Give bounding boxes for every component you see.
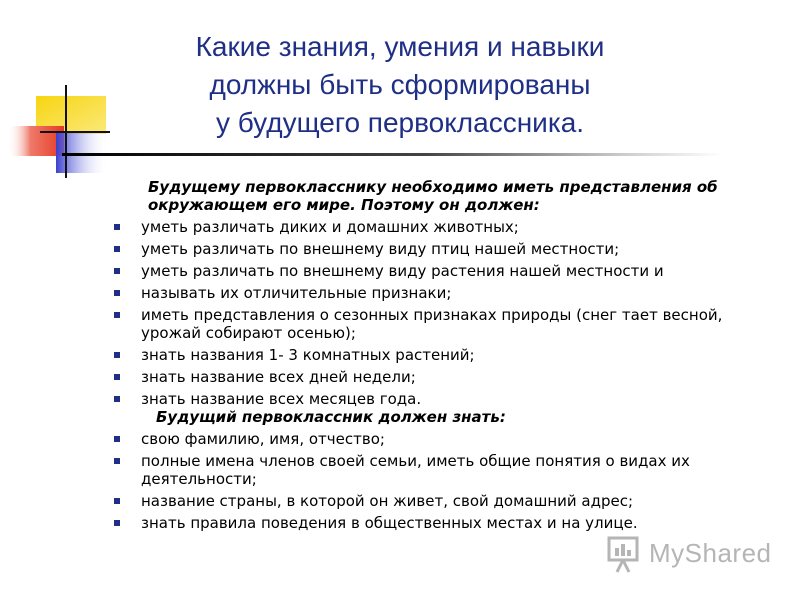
list-item [108,492,748,510]
bullet-list [108,218,748,408]
bullet-icon [114,520,120,526]
bullet-list [108,430,748,532]
list-item-text: уметь различать по внешнему виду птиц нашей местности; [141,240,620,258]
list-item [108,368,748,386]
list-item-text: знать название всех дней недели; [141,368,416,386]
bullet-icon [114,224,120,230]
list-item [108,514,748,532]
list-item [108,284,748,302]
bullet-icon [114,396,120,402]
section-heading: Будущему первокласснику необходимо иметь представления об окружающем его мире. Поэтому он должен: [148,178,718,214]
watermark-text: MyShared [649,538,772,568]
title-line: у будущего первоклассника. [215,107,585,138]
slide-body [108,178,748,532]
list-item [108,306,748,342]
list-item-text: свою фамилию, имя, отчество; [141,430,385,448]
bullet-icon [114,458,120,464]
list-item-text: называть их отличительные признаки; [141,284,452,302]
list-item [108,430,748,448]
list-item-text: знать название всех месяцев года. [141,390,422,408]
list-item-text: название страны, в которой он живет, свой домашний адрес; [141,492,634,510]
bullet-icon [114,290,120,296]
bullet-icon [114,436,120,442]
bullet-icon [114,374,120,380]
list-item [108,218,748,236]
list-item [108,452,748,488]
list-item-text: знать правила поведения в общественных местах и на улице. [141,514,638,532]
title-line: Какие знания, умения и навыки [195,31,605,62]
list-item-text: знать названия 1- 3 комнатных растений; [141,346,475,364]
bullet-icon [114,312,120,318]
bullet-icon [114,352,120,358]
bullet-icon [114,498,120,504]
list-item-text: иметь представления о сезонных признаках природы (снег тает весной, урожай собирают осенью); [141,306,723,342]
slide-title [0,28,800,142]
list-item [108,346,748,364]
bullet-icon [114,268,120,274]
presentation-board-icon [605,534,645,574]
list-item [108,240,748,258]
section-heading: Будущий первоклассник должен знать: [156,408,506,426]
watermark-logo [605,534,775,574]
list-item-text: уметь различать диких и домашних животных; [141,218,519,236]
title-divider [62,153,722,156]
list-item [108,390,748,408]
list-item-text: уметь различать по внешнему виду растения нашей местности и [141,262,664,280]
list-item-text: полные имена членов своей семьи, иметь общие понятия о видах их деятельности; [141,452,690,488]
title-line: должны быть сформированы [209,69,591,100]
bullet-icon [114,246,120,252]
list-item [108,262,748,280]
